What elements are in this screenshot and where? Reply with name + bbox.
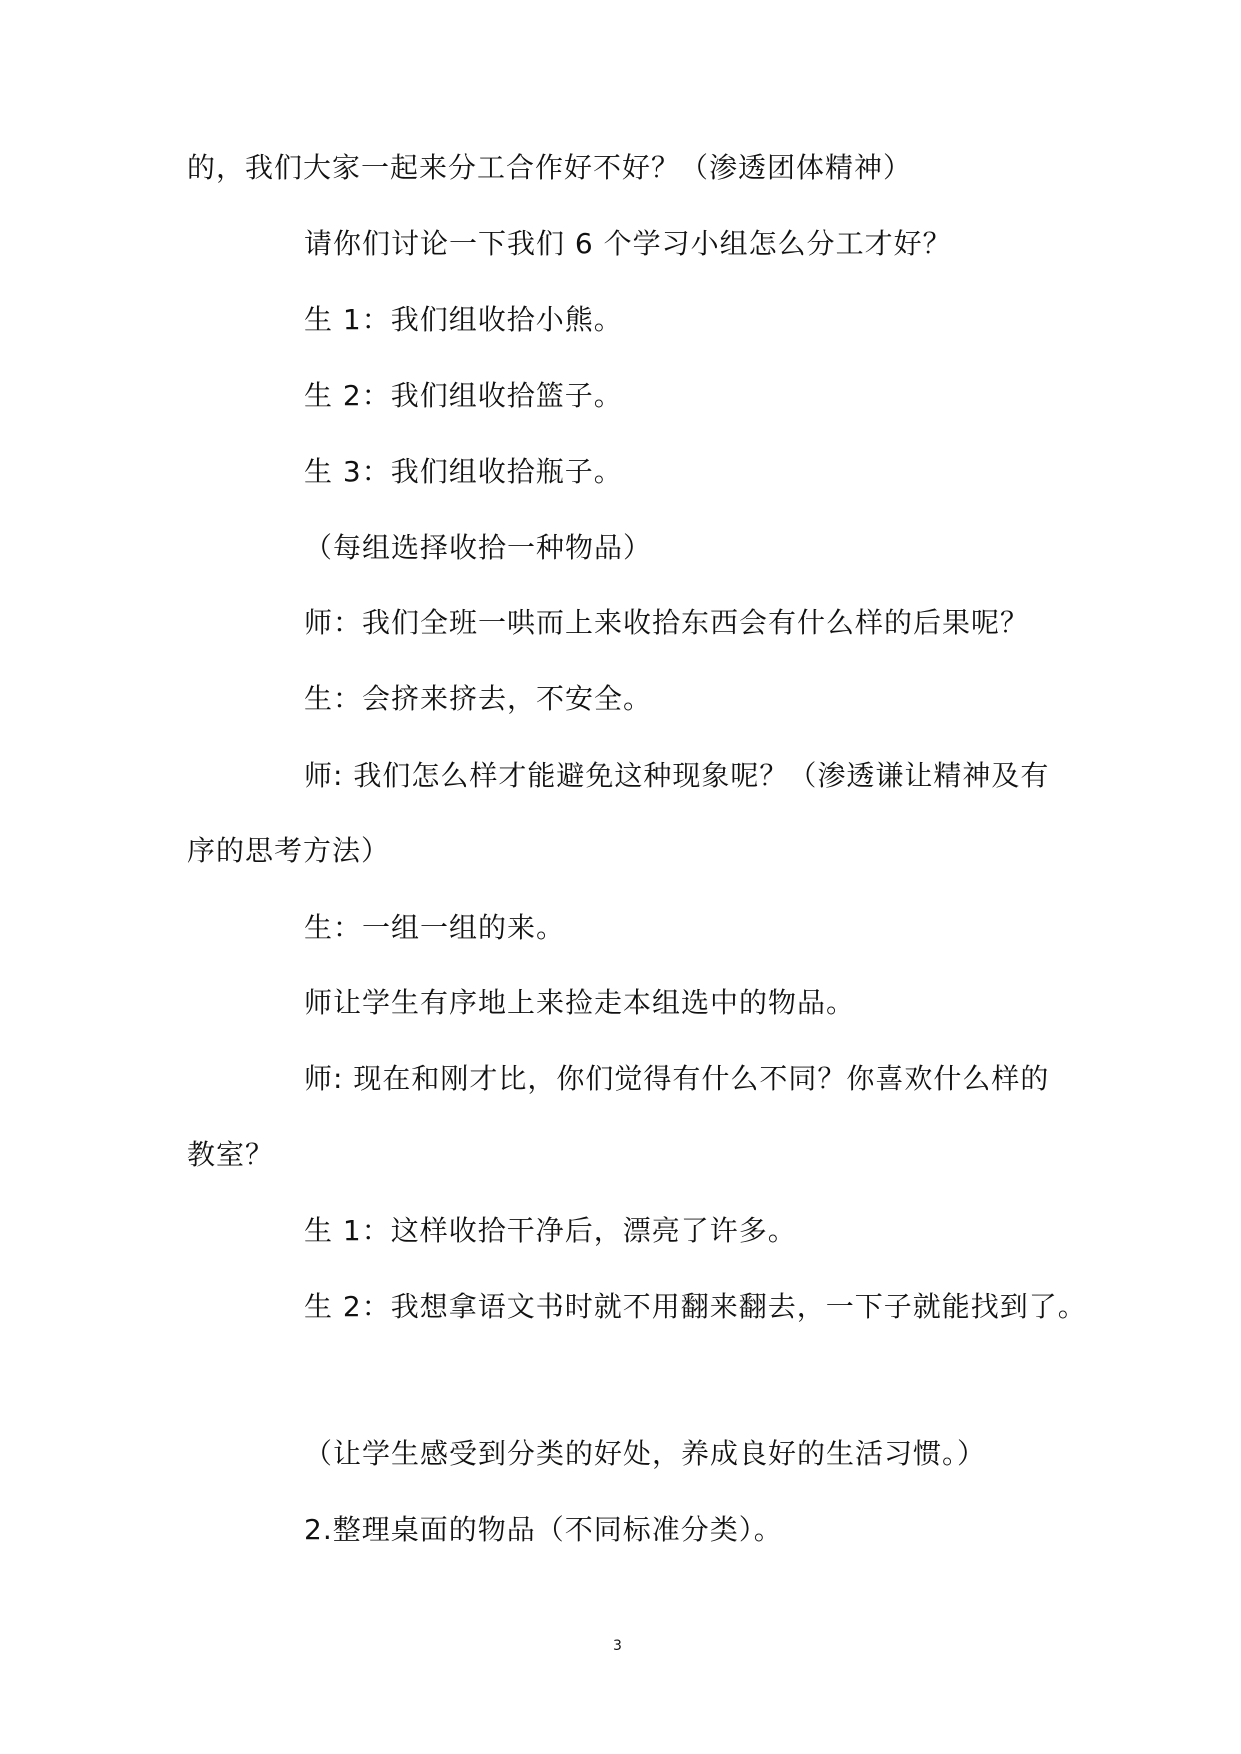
paragraph-line: 序的思考方法）	[187, 834, 391, 867]
paragraph-line: 师让学生有序地上来捡走本组选中的物品。	[304, 986, 856, 1019]
paragraph-line: 教室？	[187, 1138, 275, 1171]
paragraph-line: 师：我们全班一哄而上来收拾东西会有什么样的后果呢？	[304, 606, 1030, 639]
paragraph-line: 师: 现在和刚才比，你们觉得有什么不同？你喜欢什么样的	[304, 1062, 1050, 1095]
paragraph-line: （每组选择收拾一种物品）	[304, 531, 653, 564]
paragraph-line: 生 2：我们组收拾篮子。	[304, 379, 623, 412]
paragraph-line: 生 1：这样收拾干净后，漂亮了许多。	[304, 1214, 797, 1247]
paragraph-line: 师: 我们怎么样才能避免这种现象呢？（渗透谦让精神及有	[304, 759, 1050, 792]
paragraph-line: 生 1：我们组收拾小熊。	[304, 303, 623, 336]
page-number: 3	[613, 1638, 622, 1654]
paragraph-line: 生 3：我们组收拾瓶子。	[304, 455, 623, 488]
paragraph-line: 生 2：我想拿语文书时就不用翻来翻去，一下子就能找到了。	[304, 1290, 1087, 1323]
paragraph-line: 请你们讨论一下我们 6 个学习小组怎么分工才好？	[304, 227, 952, 260]
paragraph-line: 的，我们大家一起来分工合作好不好？（渗透团体精神）	[187, 151, 913, 184]
paragraph-line: （让学生感受到分类的好处，养成良好的生活习惯。）	[304, 1437, 987, 1470]
paragraph-line: 生：一组一组的来。	[304, 911, 566, 944]
paragraph-line: 2.整理桌面的物品（不同标准分类）。	[304, 1513, 783, 1546]
paragraph-line: 生：会挤来挤去，不安全。	[304, 682, 653, 715]
